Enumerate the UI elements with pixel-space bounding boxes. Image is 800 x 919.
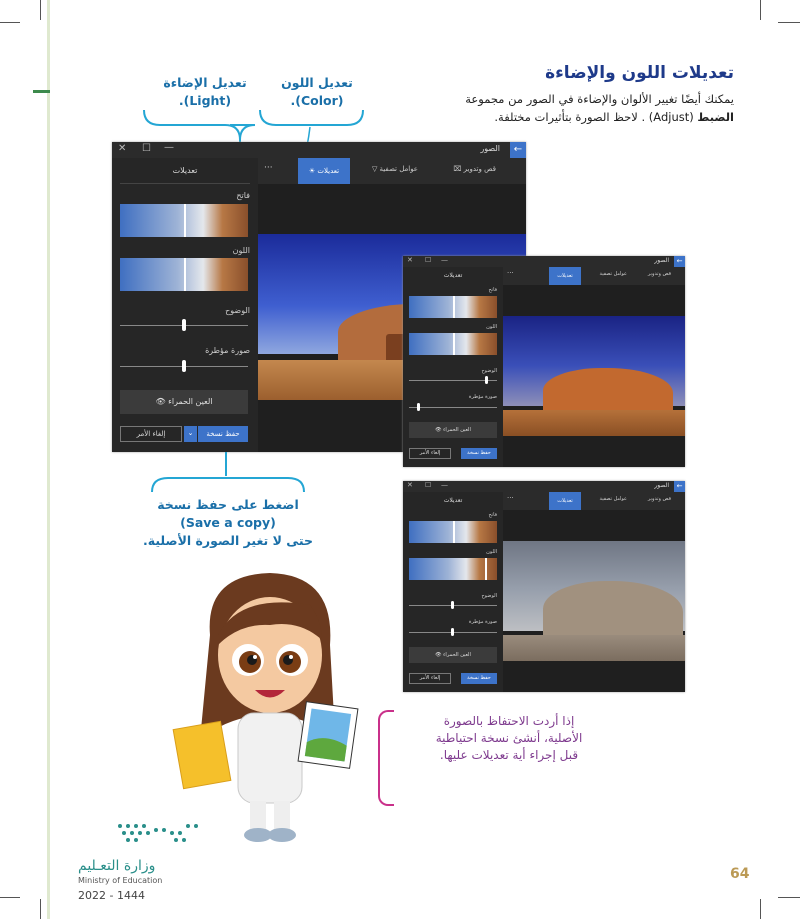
toolbar — [503, 267, 685, 285]
crop-mark — [778, 897, 800, 898]
light-thumbnail[interactable] — [409, 296, 497, 318]
maximize-icon[interactable]: ☐ — [425, 256, 432, 264]
crop-mark — [0, 22, 20, 23]
color-thumbnail[interactable] — [120, 258, 248, 291]
vignette-label: صورة مؤطرة — [468, 619, 497, 625]
adjust-tool[interactable]: تعديلات — [549, 267, 581, 285]
minimize-icon[interactable]: — — [441, 481, 448, 489]
color-label[interactable]: اللون — [486, 324, 497, 330]
color-label[interactable]: اللون — [232, 246, 250, 255]
ministry-logo-dots — [116, 820, 206, 846]
filter-icon: ▽ — [371, 165, 380, 173]
panel-title: تعديلات — [443, 272, 463, 279]
crop-mark — [760, 899, 761, 919]
minimize-icon[interactable]: — — [441, 256, 448, 264]
eye-icon: 👁 — [435, 427, 444, 433]
photos-window-desaturated — [403, 481, 685, 692]
more-icon[interactable]: ··· — [507, 269, 514, 277]
more-icon[interactable]: ··· — [507, 494, 514, 502]
sun-icon: ☀ — [308, 167, 318, 175]
intro-line-2 — [374, 108, 734, 126]
window-title: الصور — [480, 144, 500, 153]
title-bar — [403, 256, 685, 267]
undo-button[interactable]: إلغاء الأمر — [409, 448, 451, 459]
crop-mark — [0, 897, 20, 898]
clarity-label: الوضوح — [225, 306, 250, 315]
maximize-icon[interactable]: ☐ — [425, 481, 432, 489]
toolbar — [503, 492, 685, 510]
title-bar — [403, 481, 685, 492]
adjust-panel — [403, 267, 503, 467]
red-eye-button[interactable] — [120, 390, 248, 414]
vignette-label: صورة مؤطرة — [468, 394, 497, 400]
save-callout-brace — [148, 452, 308, 494]
intro-line-1: يمكنك أيضًا تغيير الألوان والإضاءة في الصور من مجموعة — [465, 92, 734, 106]
light-label[interactable]: فاتح — [236, 191, 250, 200]
tip-brace — [378, 710, 394, 806]
intro-rest: (Adjust) . لاحظ الصورة بتأثيرات مختلفة. — [494, 110, 694, 124]
page-title: تعديلات اللون والإضاءة — [545, 63, 734, 83]
photo-preview — [503, 541, 685, 661]
crop-icon: ⌧ — [453, 165, 464, 173]
save-copy-button[interactable]: حفظ نسخة — [198, 426, 248, 442]
tip-text: إذا أردت الاحتفاظ بالصورة الأصلية، أنشئ نسخة احتياطية قبل إجراء أية تعديلات عليها. — [435, 714, 583, 762]
color-callout-ar: تعديل اللون — [281, 75, 353, 90]
rock — [543, 581, 683, 643]
clarity-knob[interactable] — [182, 319, 186, 331]
color-callout-en: .(Color) — [290, 93, 344, 108]
toolbar — [258, 158, 526, 184]
light-thumbnail[interactable] — [409, 521, 497, 543]
panel-title: تعديلات — [172, 166, 198, 175]
back-button[interactable]: ← — [510, 142, 526, 158]
light-callout-en: .(Light) — [178, 93, 232, 108]
clarity-label: الوضوح — [481, 368, 497, 374]
vignette-knob[interactable] — [417, 403, 420, 411]
light-label[interactable]: فاتح — [488, 287, 497, 293]
color-label[interactable]: اللون — [486, 549, 497, 555]
intro-bold: الضبط — [697, 110, 734, 124]
adjust-panel — [403, 492, 503, 692]
save-callout-line-1: اضغط على حفظ نسخة — [157, 497, 299, 512]
photos-window-color — [403, 256, 685, 467]
close-icon[interactable]: ✕ — [407, 481, 413, 489]
back-button[interactable]: ← — [674, 256, 685, 267]
clarity-knob[interactable] — [451, 601, 454, 609]
divider — [120, 183, 250, 184]
minimize-icon[interactable]: — — [164, 142, 174, 153]
window-title: الصور — [654, 482, 669, 489]
light-label[interactable]: فاتح — [488, 512, 497, 518]
girl-illustration — [150, 565, 390, 855]
save-copy-button[interactable]: حفظ نسخة — [461, 448, 497, 459]
eye-icon: 👁 — [435, 652, 444, 658]
adjust-panel — [112, 158, 258, 452]
margin-accent — [33, 90, 50, 93]
margin-stripe — [47, 0, 50, 919]
vignette-knob[interactable] — [182, 360, 186, 372]
crop-rotate-tool[interactable]: قص وتدوير — [647, 496, 671, 502]
save-callout-line-3: حتى لا تغير الصورة الأصلية. — [142, 533, 313, 548]
back-button[interactable]: ← — [674, 481, 685, 492]
red-eye-button[interactable]: 👁 العين الحمراء — [409, 422, 497, 438]
clarity-slider[interactable] — [409, 380, 497, 381]
panel-title: تعديلات — [443, 497, 463, 504]
undo-button[interactable]: إلغاء الأمر — [120, 426, 182, 442]
ministry-name-ar: وزارة التعـليم — [78, 858, 156, 874]
save-copy-button[interactable]: حفظ نسخة — [461, 673, 497, 684]
light-callout-ar: تعديل الإضاءة — [163, 75, 247, 90]
vignette-knob[interactable] — [451, 628, 454, 636]
red-eye-button[interactable]: 👁 العين الحمراء — [409, 647, 497, 663]
save-dropdown-button[interactable]: ⌄ — [184, 426, 197, 442]
red-eye-label: العين الحمراء — [168, 397, 213, 406]
crop-mark — [40, 899, 41, 919]
crop-rotate-tool[interactable]: ⌧ قص وتدوير — [453, 165, 496, 173]
filters-tool[interactable]: ▽ عوامل تصفية — [371, 165, 418, 173]
color-thumbnail[interactable] — [409, 558, 497, 580]
page-number: 64 — [730, 866, 750, 882]
title-bar — [112, 142, 526, 158]
crop-mark — [760, 0, 761, 20]
close-icon[interactable]: ✕ — [407, 256, 413, 264]
more-icon[interactable]: ··· — [264, 163, 273, 173]
eye-icon: 👁 — [155, 397, 169, 406]
ministry-name-en: Ministry of Education — [78, 876, 163, 885]
maximize-icon[interactable]: ☐ — [142, 143, 151, 154]
crop-rotate-tool[interactable]: قص وتدوير — [647, 271, 671, 277]
close-icon[interactable]: ✕ — [118, 143, 127, 154]
adjust-tool[interactable]: ☀ تعديلات — [298, 158, 350, 184]
vignette-label: صورة مؤطرة — [205, 346, 250, 355]
crop-mark — [40, 0, 41, 20]
adjust-tool[interactable]: تعديلات — [549, 492, 581, 510]
save-callout-line-2: (Save a copy) — [180, 515, 276, 530]
clarity-knob[interactable] — [485, 376, 488, 384]
filters-tool[interactable]: عوامل تصفية — [599, 496, 627, 502]
clarity-label: الوضوح — [481, 593, 497, 599]
color-thumbnail[interactable] — [409, 333, 497, 355]
vignette-slider[interactable] — [409, 407, 497, 408]
academic-year: 2022 - 1444 — [78, 889, 145, 902]
light-thumbnail[interactable] — [120, 204, 248, 237]
window-title: الصور — [654, 257, 669, 264]
crop-mark — [778, 22, 800, 23]
filters-tool[interactable]: عوامل تصفية — [599, 271, 627, 277]
intro-text — [374, 90, 734, 126]
photo-preview — [503, 316, 685, 436]
save-callout — [138, 496, 318, 550]
undo-button[interactable]: إلغاء الأمر — [409, 673, 451, 684]
